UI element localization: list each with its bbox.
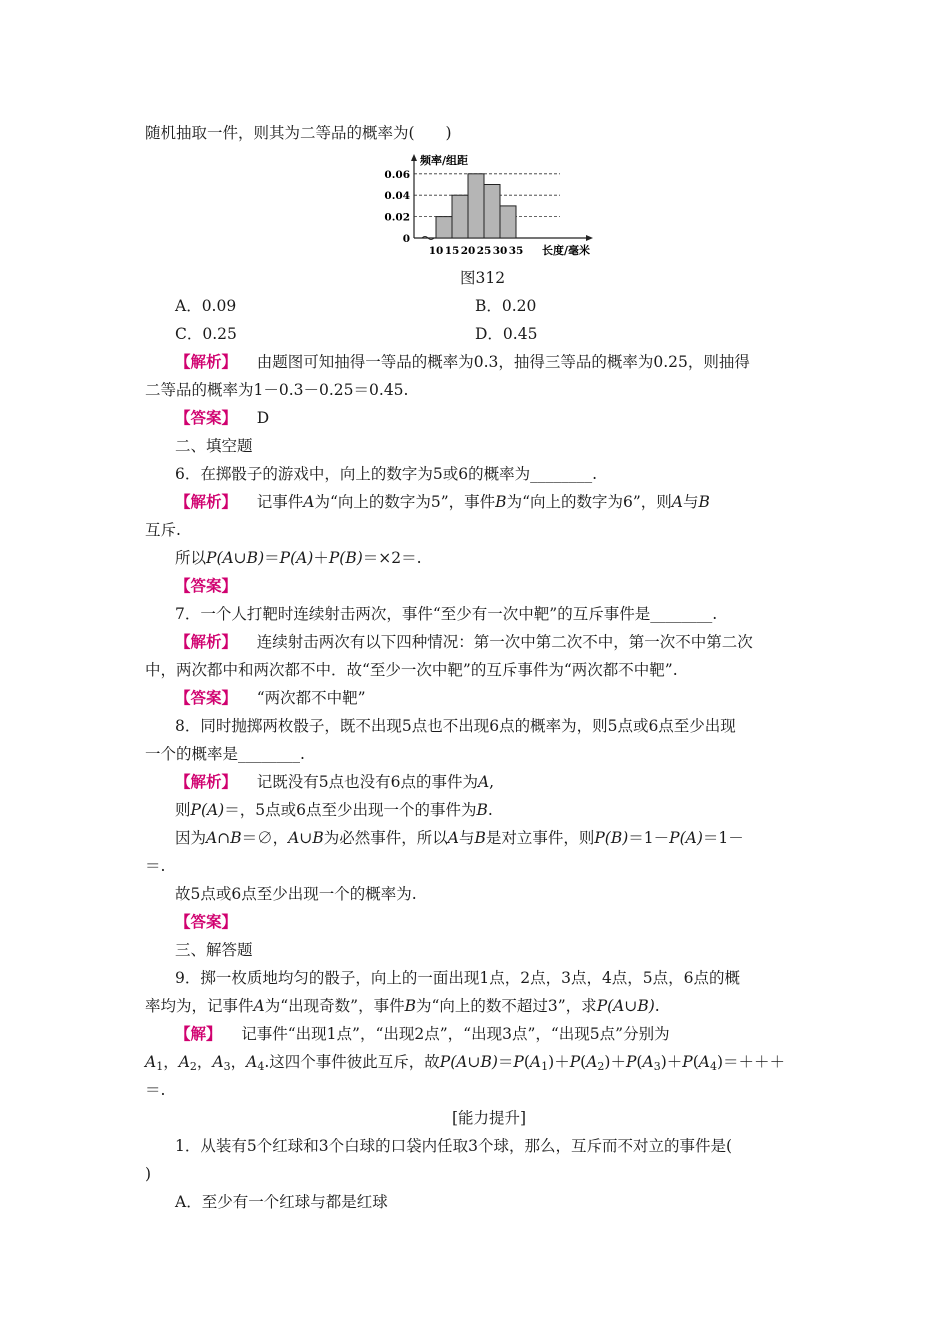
a1-question-line1: 1．从装有5个红球和3个白球的口袋内任取3个球，那么，互斥而不对立的事件是( xyxy=(175,1137,732,1155)
q6-text: 为“向上的数字为6”，则 xyxy=(506,493,672,511)
q6-text: ＋ xyxy=(313,549,329,567)
q6-text: 记事件 xyxy=(256,493,304,511)
subscript: 2 xyxy=(189,1060,197,1073)
subscript: 4 xyxy=(257,1060,265,1073)
var-a: A xyxy=(303,493,315,511)
q9-solution-line1 xyxy=(175,1024,670,1044)
formula-term: P(A∪B) xyxy=(439,1053,498,1071)
x-tick-label: 15 xyxy=(444,245,460,257)
q8-text: 与 xyxy=(458,829,475,847)
q8-analysis-line2 xyxy=(175,800,493,820)
option-a: A．0.09 xyxy=(175,297,237,315)
ability-heading: [能力提升] xyxy=(452,1109,527,1127)
q9-question-line2 xyxy=(145,996,660,1016)
formula-term: P xyxy=(569,1053,581,1071)
q8-text: ∪ xyxy=(299,829,313,847)
q9-solution-line2: $A_1$，$A_2$，$A_3$，$A_4$.这四个事件彼此互斥，故$P(A\cup B)=P(A_1)+P(A_2)+P(A_3)+P(A_4)=+++$ xyxy=(145,1053,786,1073)
y-axis-arrow-icon xyxy=(411,154,417,161)
formula-term: P(A) xyxy=(190,801,225,819)
histogram-chart xyxy=(370,150,610,262)
q8-analysis-line1 xyxy=(175,772,494,792)
formula-term: P xyxy=(682,1053,693,1071)
q9-text: ， xyxy=(163,1053,179,1071)
q8-text: ＝1－ xyxy=(628,829,670,847)
analysis-tag: 【解析】 xyxy=(175,632,238,651)
section-heading-fill-in: 二、填空题 xyxy=(175,437,253,455)
q6-text: 为“向上的数字为5”，事件 xyxy=(314,493,496,511)
q9-text: ＝＋＋＋ xyxy=(723,1053,786,1071)
q7-question: 7．一个人打靶时连续射击两次，事件“至少有一次中靶”的互斥事件是________. xyxy=(175,605,718,623)
histogram-bar xyxy=(484,185,500,239)
var-a: A xyxy=(212,1053,224,1071)
x-tick-label: 30 xyxy=(492,245,508,257)
option-d: D．0.45 xyxy=(475,325,538,343)
formula-term: P(A∪B) xyxy=(206,549,265,567)
var-b: B xyxy=(404,997,416,1015)
q8-answer-tag: 【答案】 xyxy=(175,912,238,931)
subscript: 4 xyxy=(709,1060,717,1073)
var-a: A xyxy=(447,829,459,847)
q6-question: 6．在掷骰子的游戏中，向上的数字为5或6的概率为________. xyxy=(175,465,598,483)
q9-text: ， xyxy=(196,1053,213,1071)
subscript: 3 xyxy=(653,1060,661,1073)
q5-answer-value: D xyxy=(256,409,270,427)
figure-caption: 图312 xyxy=(460,269,506,287)
histogram-bar xyxy=(452,195,468,238)
var-a: A xyxy=(206,829,218,847)
q9-text: 为“向上的数不超过3”，求 xyxy=(415,997,597,1015)
q7-analysis-line2: 中，两次都中和两次都不中．故“至少一次中靶”的互斥事件为“两次都不中靶”. xyxy=(145,661,678,679)
var-a: A xyxy=(586,1053,598,1071)
section-heading-solve: 三、解答题 xyxy=(175,941,253,959)
subscript: 1 xyxy=(156,1060,164,1073)
q9-text: ＝ xyxy=(497,1053,514,1071)
q8-text: 因为 xyxy=(175,829,207,847)
q8-text: ＝1－ xyxy=(702,829,744,847)
q9-text: ＋ xyxy=(610,1053,626,1071)
q5-analysis-text: 由题图可知抽得一等品的概率为0.3，抽得三等品的概率为0.25，则抽得 xyxy=(256,353,750,371)
q9-text: ＋ xyxy=(666,1053,683,1071)
q8-text: 则 xyxy=(175,801,191,819)
option-b: B．0.20 xyxy=(475,297,537,315)
subscript: 2 xyxy=(597,1060,605,1073)
formula-term: P(B) xyxy=(594,829,629,847)
q8-question-line2: 一个的概率是________. xyxy=(145,745,305,763)
analysis-tag: 【解析】 xyxy=(175,352,238,371)
q5-analysis-line1 xyxy=(175,352,750,372)
q6-text: ＝×2＝. xyxy=(362,549,422,567)
analysis-tag: 【解析】 xyxy=(175,772,238,791)
x-axis-arrow-icon xyxy=(586,235,593,241)
q9-text: . xyxy=(654,997,660,1015)
q7-text: 连续射击两次有以下四种情况：第一次中第二次不中，第一次不中第二次 xyxy=(256,633,753,651)
option-c: C．0.25 xyxy=(175,325,237,343)
var-b: B xyxy=(474,829,486,847)
q7-analysis-line1 xyxy=(175,632,753,652)
y-tick-label: 0.06 xyxy=(384,168,410,181)
q8-text: , xyxy=(489,773,495,791)
q6-text: 与 xyxy=(682,493,699,511)
q8-text: . xyxy=(487,801,493,819)
histogram-bar xyxy=(468,174,484,238)
var-a: A xyxy=(253,997,265,1015)
var-a: A xyxy=(477,773,490,791)
q7-answer xyxy=(175,688,366,708)
q8-analysis-line3 xyxy=(175,828,744,848)
subscript: 3 xyxy=(223,1060,231,1073)
q9-text: ， xyxy=(230,1053,247,1071)
q8-text: ＝∅， xyxy=(241,829,289,847)
var-b: B xyxy=(476,801,488,819)
var-a: A xyxy=(529,1053,542,1071)
var-b: B xyxy=(495,493,507,511)
q7-answer-value: “两次都不中靶” xyxy=(256,689,366,707)
q8-question-line1: 8．同时抛掷两枚骰子，既不出现5点也不出现6点的概率为，则5点或6点至少出现 xyxy=(175,717,736,735)
var-a: A xyxy=(288,829,300,847)
a1-option-a: A．至少有一个红球与都是红球 xyxy=(175,1193,388,1211)
q5-answer xyxy=(175,408,269,428)
q9-text: .这四个事件彼此互斥，故 xyxy=(264,1053,440,1071)
answer-tag: 【答案】 xyxy=(175,688,238,707)
formula-term: P xyxy=(625,1053,637,1071)
q6-text: 所以 xyxy=(175,549,207,567)
var-a: A xyxy=(671,493,683,511)
solution-tag: 【解】 xyxy=(175,1024,222,1043)
q5-analysis-line2: 二等品的概率为1－0.3－0.25＝0.45. xyxy=(145,381,409,399)
analysis-tag: 【解析】 xyxy=(175,492,238,511)
histogram-bar xyxy=(500,206,516,238)
q9-text: 为“出现奇数”，事件 xyxy=(264,997,405,1015)
var-b: B xyxy=(698,493,710,511)
q9-text: 记事件“出现1点”，“出现2点”，“出现3点”，“出现5点”分别为 xyxy=(241,1025,670,1043)
y-tick-label: 0.04 xyxy=(384,190,410,203)
q8-text: ＝，5点或6点至少出现一个的事件为 xyxy=(224,801,477,819)
var-a: A xyxy=(246,1053,258,1071)
subscript: 1 xyxy=(541,1060,549,1073)
a1-question-line2: ) xyxy=(145,1165,152,1183)
question-intro: 随机抽取一件，则其为二等品的概率为( ) xyxy=(145,124,452,142)
var-a: A xyxy=(145,1053,157,1071)
q6-analysis-line2: 互斥. xyxy=(145,521,181,539)
q8-analysis-line5: 故5点或6点至少出现一个的概率为. xyxy=(175,885,417,903)
x-tick-label: 25 xyxy=(476,245,492,257)
q9-text: ＋ xyxy=(554,1053,570,1071)
formula-term: P(A∪B) xyxy=(596,997,655,1015)
y-axis-label: 频率/组距 xyxy=(420,154,469,167)
y-tick-label: 0 xyxy=(402,233,410,245)
q9-question-line1: 9．掷一枚质地均匀的骰子，向上的一面出现1点，2点，3点，4点，5点，6点的概 xyxy=(175,969,741,987)
q8-analysis-line4: ＝. xyxy=(145,857,166,875)
q9-text: 率均为，记事件 xyxy=(145,997,254,1015)
x-axis-label: 长度/毫米 xyxy=(542,244,591,257)
q8-text: 是对立事件，则 xyxy=(485,829,595,847)
var-a: A xyxy=(698,1053,710,1071)
var-b: B xyxy=(230,829,242,847)
var-b: B xyxy=(312,829,324,847)
q8-text: 为必然事件，所以 xyxy=(323,829,448,847)
q8-text: 记既没有5点也没有6点的事件为 xyxy=(256,773,478,791)
q6-answer-tag: 【答案】 xyxy=(175,576,238,595)
q8-text: ∩ xyxy=(217,829,231,847)
y-tick-label: 0.02 xyxy=(384,211,410,224)
q6-analysis-line1 xyxy=(175,492,710,512)
formula-term: P(A) xyxy=(279,549,314,567)
q9-solution-line3: ＝. xyxy=(145,1081,166,1099)
x-tick-label: 20 xyxy=(460,245,476,257)
formula-term: P xyxy=(513,1053,524,1071)
x-tick-label: 35 xyxy=(508,245,524,257)
formula-term: P(A) xyxy=(669,829,703,847)
q6-formula xyxy=(175,548,422,568)
formula-term: P(B) xyxy=(328,549,363,567)
x-tick-label: 10 xyxy=(428,245,444,257)
answer-tag: 【答案】 xyxy=(175,408,238,427)
histogram-bar xyxy=(436,217,452,238)
var-a: A xyxy=(178,1053,190,1071)
q6-text: ＝ xyxy=(264,549,280,567)
var-a: A xyxy=(642,1053,654,1071)
